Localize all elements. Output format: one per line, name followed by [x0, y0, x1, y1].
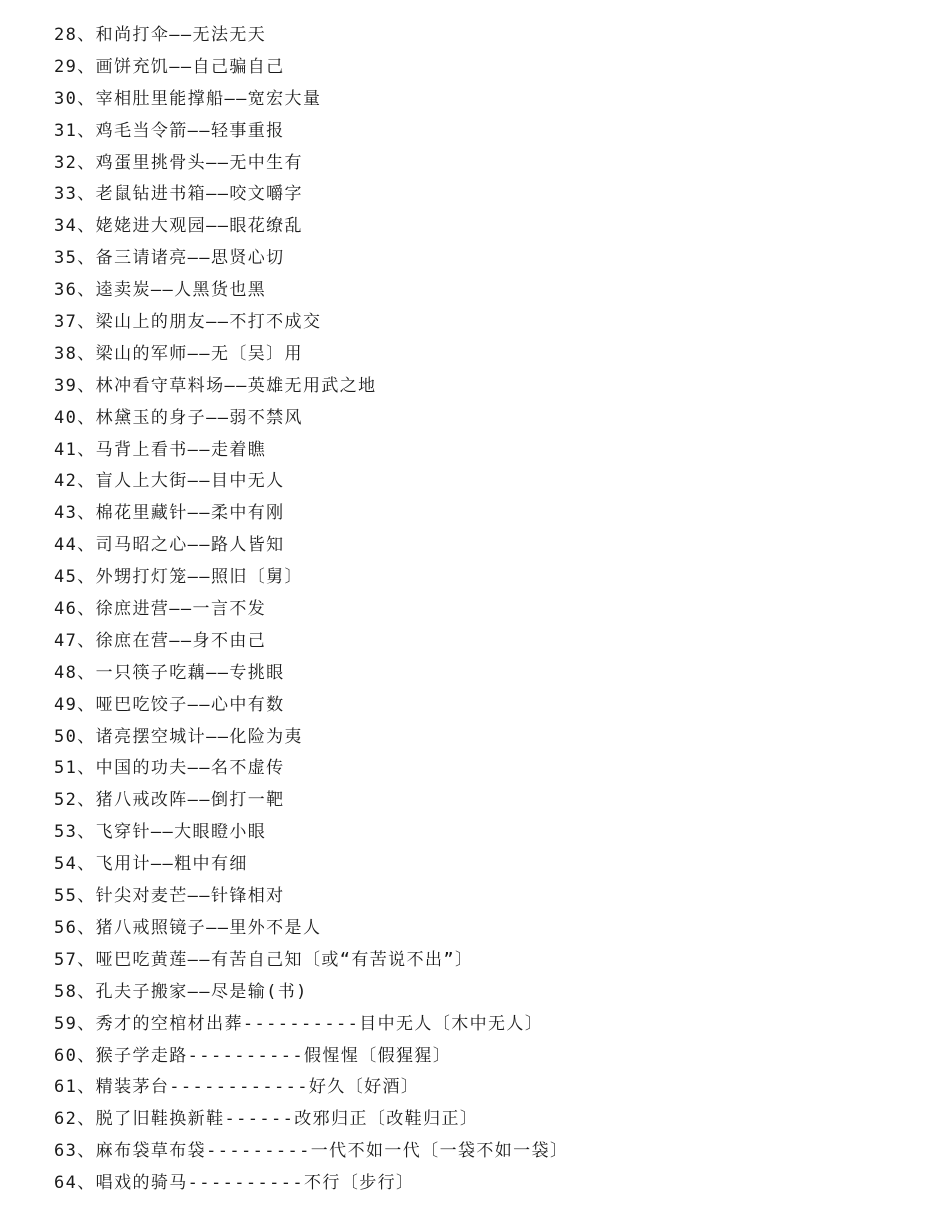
list-item: 63、麻布袋草布袋---------一代不如一代〔一袋不如一袋〕 — [54, 1141, 569, 1162]
list-item: 47、徐庶在营——身不由己 — [54, 630, 267, 651]
list-item: 58、孔夫子搬家——尽是输(书) — [54, 981, 308, 1002]
list-item: 28、和尚打伞——无法无天 — [54, 25, 267, 45]
list-item: 43、棉花里藏针——柔中有刚 — [54, 503, 285, 524]
list-item: 33、老鼠钻进书箱——咬文嚼字 — [54, 184, 303, 205]
list-item: 29、画饼充饥——自己骗自己 — [54, 56, 285, 77]
list-item: 35、备三请诸亮——思贤心切 — [54, 248, 285, 269]
list-item: 48、一只筷子吃藕——专挑眼 — [54, 662, 285, 683]
list-item: 31、鸡毛当令箭——轻事重报 — [54, 120, 285, 141]
list-item: 50、诸亮摆空城计——化险为夷 — [54, 726, 303, 747]
list-item: 52、猪八戒改阵——倒打一靶 — [54, 790, 285, 811]
list-item: 56、猪八戒照镜子——里外不是人 — [54, 917, 322, 938]
list-item: 55、针尖对麦芒——针锋相对 — [54, 886, 285, 907]
list-item: 32、鸡蛋里挑骨头——无中生有 — [54, 152, 303, 173]
list-item: 41、马背上看书——走着瞧 — [54, 439, 267, 460]
list-item: 53、飞穿针——大眼瞪小眼 — [54, 822, 267, 843]
list-item: 42、盲人上大街——目中无人 — [54, 471, 285, 492]
list-item: 57、哑巴吃黄莲——有苦自己知〔或“有苦说不出”〕 — [54, 949, 474, 970]
list-item: 51、中国的功夫——名不虚传 — [54, 758, 285, 779]
list-item: 60、猴子学走路----------假惺惺〔假猩猩〕 — [54, 1045, 452, 1066]
list-item: 38、梁山的军师——无〔吴〕用 — [54, 343, 303, 364]
list-item: 61、精装茅台------------好久〔好酒〕 — [54, 1077, 420, 1098]
list-item: 45、外甥打灯笼——照旧〔舅〕 — [54, 567, 303, 588]
list-item: 37、梁山上的朋友——不打不成交 — [54, 312, 322, 333]
list-item: 49、哑巴吃饺子——心中有数 — [54, 694, 285, 715]
proverb-list — [54, 22, 568, 1202]
list-item: 40、林黛玉的身子——弱不禁风 — [54, 407, 303, 428]
list-item: 34、姥姥进大观园——眼花缭乱 — [54, 216, 303, 237]
list-item: 30、宰相肚里能撑船——宽宏大量 — [54, 88, 322, 109]
list-item: 62、脱了旧鞋换新鞋------改邪归正〔改鞋归正〕 — [54, 1109, 479, 1130]
list-item: 64、唱戏的骑马----------不行〔步行〕 — [54, 1173, 415, 1194]
list-item: 44、司马昭之心——路人皆知 — [54, 535, 285, 556]
list-item: 39、林冲看守草料场——英雄无用武之地 — [54, 375, 377, 396]
list-item: 46、徐庶进营——一言不发 — [54, 599, 267, 620]
list-item: 59、秀才的空棺材出葬----------目中无人〔木中无人〕 — [54, 1013, 544, 1034]
list-item: 36、逵卖炭——人黑货也黑 — [54, 280, 267, 301]
list-item: 54、飞用计——粗中有细 — [54, 854, 248, 875]
